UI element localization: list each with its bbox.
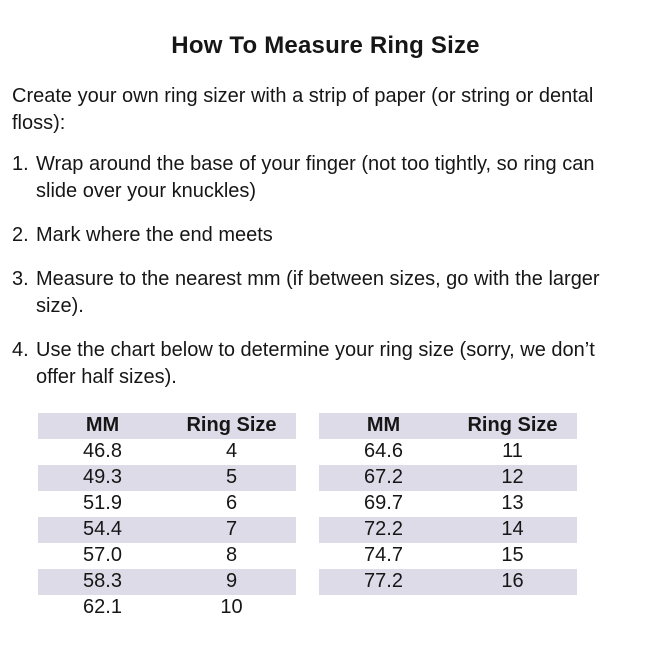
table-cell: 5 [225,466,238,489]
table-row [319,517,577,543]
step-item [12,337,639,391]
table-cell: 77.2 [364,570,403,593]
table-cell: 57.0 [83,544,122,567]
table-cell: 13 [501,492,524,515]
step-text: Measure to the nearest mm (if between sizes, go with the larger size). [36,267,600,317]
step-text: Wrap around the base of your finger (not too tightly, so ring can slide over your knuckles) [36,152,595,202]
size-table-right [319,413,577,595]
table-cell: 58.3 [83,570,122,593]
table-row [38,465,296,491]
table-cell: 10 [220,596,243,619]
step-item [12,266,639,320]
table-cell: 72.2 [364,518,403,541]
table-cell: 4 [225,440,238,463]
column-header: MM [85,414,120,437]
step-number: 1. [12,152,29,175]
table-cell: 11 [502,440,523,463]
table-cell: 69.7 [364,492,403,515]
step-text: Mark where the end meets [36,223,273,246]
table-row [38,517,296,543]
column-header: Ring Size [467,414,558,437]
table-cell: 74.7 [364,544,403,567]
table-cell: 6 [225,492,238,515]
step-text: Use the chart below to determine your ring size (sorry, we don’t offer half sizes). [36,338,595,388]
table-cell: 49.3 [83,466,122,489]
table-cell: 12 [501,466,524,489]
table-cell: 14 [501,518,524,541]
table-header-row [319,413,577,439]
step-item [12,222,639,249]
intro-text: Create your own ring sizer with a strip of paper (or string or dental floss): [12,84,594,134]
size-table-left [38,413,296,621]
table-row [319,543,577,569]
table-cell: 51.9 [83,492,122,515]
table-cell: 67.2 [364,466,403,489]
table-row [319,439,577,465]
table-cell: 15 [501,544,524,567]
steps-list [12,151,639,391]
table-cell: 8 [225,544,238,567]
table-row [319,569,577,595]
table-cell: 54.4 [83,518,122,541]
table-cell: 7 [225,518,238,541]
table-row [38,543,296,569]
table-cell: 64.6 [364,440,403,463]
table-cell: 62.1 [83,596,122,619]
table-row [38,491,296,517]
table-row [319,491,577,517]
step-number: 3. [12,267,29,290]
column-header: MM [366,414,401,437]
step-number: 4. [12,338,29,361]
table-cell: 16 [501,570,524,593]
table-row [38,569,296,595]
size-tables [38,413,639,621]
table-header-row [38,413,296,439]
table-cell: 9 [225,570,238,593]
table-row [38,439,296,465]
page-title: How To Measure Ring Size [171,32,480,59]
step-item [12,151,639,205]
step-number: 2. [12,223,29,246]
column-header: Ring Size [186,414,277,437]
table-row [319,465,577,491]
table-cell: 46.8 [83,440,122,463]
table-row [38,595,296,621]
